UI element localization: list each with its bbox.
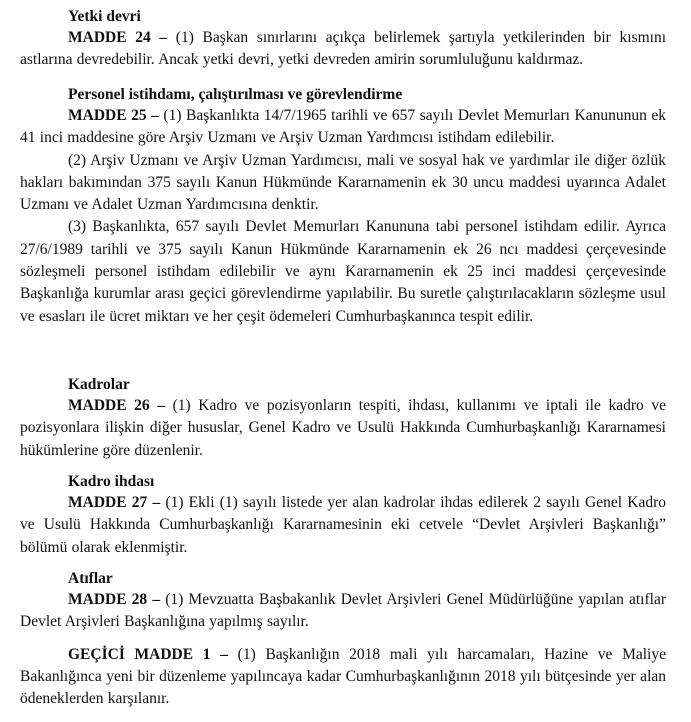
article-paragraph: [20, 150, 666, 217]
section-yetki-devri: [20, 7, 666, 72]
article-paragraph: [20, 589, 666, 634]
section-atiflar: [20, 569, 666, 634]
article-text: (1) Başkan sınırlarını açıkça belirlemek şartıyla yetkilerinden bir kısmını astlarına devredebilir. Ancak yetki devri, yetki devreden amirin sorumluluğunu kaldırmaz.: [20, 29, 666, 69]
article-number: MADDE 27 –: [68, 494, 161, 511]
article-number: GEÇİCİ MADDE 1 –: [68, 646, 228, 663]
section-personel: [20, 85, 666, 328]
article-paragraph: [20, 644, 666, 710]
section-heading: Atıflar: [68, 570, 113, 587]
article-number: MADDE 28 –: [68, 591, 161, 608]
section-heading: Yetki devri: [68, 8, 141, 25]
article-text: (1) Başkanlığın 2018 mali yılı harcamaları, Hazine ve Maliye Bakanlığınca yeni bir düzenleme yapılıncaya kadar Cumhurbaşkanlığının 2018 yılı bütçesinde yer alan ödeneklerden karşılanır.: [20, 646, 666, 707]
article-text: (1) Mevzuatta Başbakanlık Devlet Arşivleri Genel Müdürlüğüne yapılan atıflar Devlet Arşivleri Başkanlığına yapılmış sayılır.: [20, 591, 666, 631]
section-gecici-madde: [20, 644, 666, 710]
article-text: (2) Arşiv Uzmanı ve Arşiv Uzman Yardımcısı, mali ve sosyal hak ve yardımlar ile diğer özlük hakları bakımından 375 sayılı Kanun Hükmünde Kararnamenin ek 30 uncu maddesi uyarınca Adalet Uzmanı ve Adalet Uzman Yardımcısına denktir.: [20, 151, 666, 214]
section-kadro-ihdasi: [20, 472, 666, 559]
article-paragraph: [20, 216, 666, 327]
article-text: (3) Başkanlıkta, 657 sayılı Devlet Memurları Kanununa tabi personel istihdam edilir. Ayrıca 27/6/1989 tarihli ve 375 sayılı Kanun Hükmünde Kararnamenin ek 26 ncı maddesi çerçevesinde sözleşmeli personel istihdam edilebilir ve aynı Kararnamenin ek 25 inci maddesi çerçevesinde Başkanlığa kurumlar arası geçici görevlendirme yapılabilir. Bu suretle çalıştırılacakların sözleşme usul ve esasları ile ücret miktarı ve her çeşit ödemeleri Cumhurbaşkanınca tespit edilir.: [20, 218, 666, 325]
section-heading: Kadro ihdası: [68, 473, 155, 490]
article-paragraph: [20, 492, 666, 559]
article-paragraph: [20, 105, 666, 150]
section-heading: Personel istihdamı, çalıştırılması ve görevlendirme: [68, 86, 403, 103]
article-number: MADDE 24 –: [68, 29, 168, 46]
article-number: MADDE 26 –: [68, 397, 165, 414]
article-text: (1) Kadro ve pozisyonların tespiti, ihdası, kullanımı ve iptali ile kadro ve pozisyonlara ilişkin diğer hususlar, Genel Kadro ve Usulü Hakkında Cumhurbaşkanlığı Kararnamesi hükümlerine göre düzenlenir.: [20, 397, 666, 459]
article-text: (1) Ekli (1) sayılı listede yer alan kadrolar ihdas edilerek 2 sayılı Genel Kadro ve Usulü Hakkında Cumhurbaşkanlığı Kararnamesinin eki cetvele “Devlet Arşivleri Başkanlığı” bölümü olarak eklenmiştir.: [20, 494, 666, 556]
article-text: (1) Başkanlıkta 14/7/1965 tarihli ve 657 sayılı Devlet Memurları Kanununun ek 41 inci maddesine göre Arşiv Uzmanı ve Arşiv Uzman Yardımcısı istihdam edilebilir.: [20, 107, 666, 147]
section-kadrolar: [20, 375, 666, 462]
article-number: MADDE 25 –: [68, 107, 159, 124]
article-paragraph: [20, 395, 666, 462]
section-heading: Kadrolar: [68, 376, 130, 393]
article-paragraph: [20, 27, 666, 72]
